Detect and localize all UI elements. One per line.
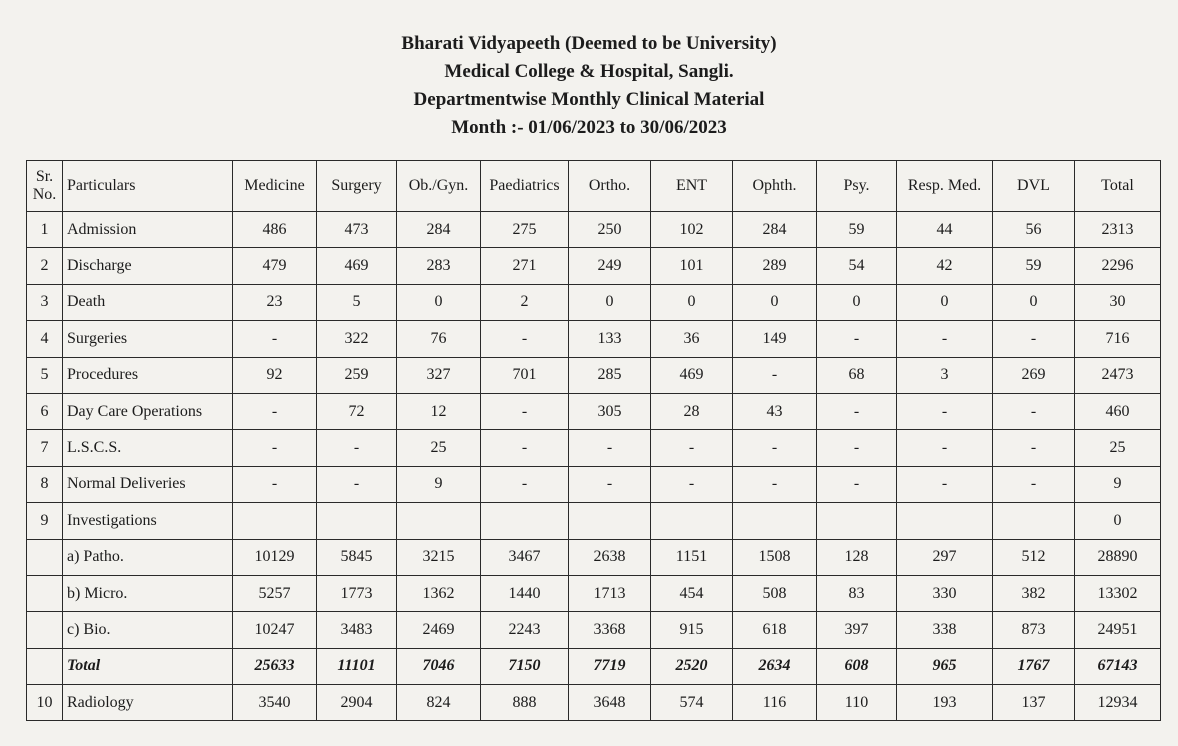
table-cell: - bbox=[897, 393, 993, 429]
row-particular: Normal Deliveries bbox=[63, 466, 233, 502]
table-cell: 11101 bbox=[317, 648, 397, 684]
table-cell: - bbox=[569, 430, 651, 466]
table-cell: - bbox=[233, 321, 317, 357]
table-cell: 508 bbox=[733, 575, 817, 611]
table-cell: 0 bbox=[733, 284, 817, 320]
table-row bbox=[27, 248, 1161, 284]
table-cell: 469 bbox=[317, 248, 397, 284]
row-sr-no bbox=[27, 575, 63, 611]
table-cell: 460 bbox=[1075, 393, 1161, 429]
col-header-psy: Psy. bbox=[817, 161, 897, 212]
table-cell: - bbox=[317, 466, 397, 502]
table-cell: 110 bbox=[817, 685, 897, 721]
table-row bbox=[27, 357, 1161, 393]
row-sr-no bbox=[27, 648, 63, 684]
table-cell: 454 bbox=[651, 575, 733, 611]
university-name: Bharati Vidyapeeth (Deemed to be University) bbox=[401, 33, 777, 54]
table-cell: 10247 bbox=[233, 612, 317, 648]
table-cell: - bbox=[481, 466, 569, 502]
table-cell: 716 bbox=[1075, 321, 1161, 357]
row-particular: Death bbox=[63, 284, 233, 320]
table-cell: 338 bbox=[897, 612, 993, 648]
table-cell: 0 bbox=[651, 284, 733, 320]
table-cell: 149 bbox=[733, 321, 817, 357]
col-header-ent: ENT bbox=[651, 161, 733, 212]
table-cell: 116 bbox=[733, 685, 817, 721]
table-cell: 13302 bbox=[1075, 575, 1161, 611]
table-cell: - bbox=[317, 430, 397, 466]
table-cell: 1440 bbox=[481, 575, 569, 611]
table-cell: 259 bbox=[317, 357, 397, 393]
row-sr-no bbox=[27, 612, 63, 648]
table-cell: 486 bbox=[233, 212, 317, 248]
row-sr-no: 1 bbox=[27, 212, 63, 248]
table-cell: 30 bbox=[1075, 284, 1161, 320]
table-cell: 72 bbox=[317, 393, 397, 429]
table-cell bbox=[233, 503, 317, 539]
table-cell: 965 bbox=[897, 648, 993, 684]
table-cell: 0 bbox=[1075, 503, 1161, 539]
table-cell: 0 bbox=[817, 284, 897, 320]
table-cell: 473 bbox=[317, 212, 397, 248]
table-cell: 5257 bbox=[233, 575, 317, 611]
row-particular: Investigations bbox=[63, 503, 233, 539]
table-cell: 9 bbox=[397, 466, 481, 502]
table-row bbox=[27, 321, 1161, 357]
row-particular: Procedures bbox=[63, 357, 233, 393]
table-cell: 67143 bbox=[1075, 648, 1161, 684]
row-particular: Radiology bbox=[63, 685, 233, 721]
table-cell: 283 bbox=[397, 248, 481, 284]
table-cell: 297 bbox=[897, 539, 993, 575]
row-sr-no: 9 bbox=[27, 503, 63, 539]
table-cell: 7150 bbox=[481, 648, 569, 684]
table-cell: 36 bbox=[651, 321, 733, 357]
table-row bbox=[27, 212, 1161, 248]
table-cell: 44 bbox=[897, 212, 993, 248]
table-cell: 322 bbox=[317, 321, 397, 357]
table-row bbox=[27, 685, 1161, 721]
table-cell: - bbox=[651, 466, 733, 502]
table-cell bbox=[651, 503, 733, 539]
table-cell: 59 bbox=[993, 248, 1075, 284]
table-cell: - bbox=[897, 466, 993, 502]
row-particular: a) Patho. bbox=[63, 539, 233, 575]
col-header-particulars: Particulars bbox=[63, 161, 233, 212]
table-cell: - bbox=[817, 466, 897, 502]
table-cell: 1508 bbox=[733, 539, 817, 575]
table-cell: 12 bbox=[397, 393, 481, 429]
col-header-surgery: Surgery bbox=[317, 161, 397, 212]
table-row bbox=[27, 503, 1161, 539]
table-cell: 102 bbox=[651, 212, 733, 248]
table-cell: 128 bbox=[817, 539, 897, 575]
table-cell: - bbox=[233, 430, 317, 466]
table-cell: 2469 bbox=[397, 612, 481, 648]
table-cell: 1773 bbox=[317, 575, 397, 611]
col-header-ortho: Ortho. bbox=[569, 161, 651, 212]
table-cell: - bbox=[993, 393, 1075, 429]
col-header-resp-med: Resp. Med. bbox=[897, 161, 993, 212]
table-cell: 824 bbox=[397, 685, 481, 721]
table-cell: 479 bbox=[233, 248, 317, 284]
report-title: Departmentwise Monthly Clinical Material bbox=[413, 89, 765, 110]
table-cell: - bbox=[817, 321, 897, 357]
table-cell: 2638 bbox=[569, 539, 651, 575]
table-cell: 10129 bbox=[233, 539, 317, 575]
table-cell: 284 bbox=[733, 212, 817, 248]
table-cell: 5845 bbox=[317, 539, 397, 575]
table-cell: 574 bbox=[651, 685, 733, 721]
table-cell: 0 bbox=[897, 284, 993, 320]
table-cell: 25633 bbox=[233, 648, 317, 684]
table-cell: 7046 bbox=[397, 648, 481, 684]
table-cell: - bbox=[481, 321, 569, 357]
table-cell: 54 bbox=[817, 248, 897, 284]
row-particular: c) Bio. bbox=[63, 612, 233, 648]
table-cell: 24951 bbox=[1075, 612, 1161, 648]
table-cell: - bbox=[233, 393, 317, 429]
table-cell: 133 bbox=[569, 321, 651, 357]
table-cell: 397 bbox=[817, 612, 897, 648]
table-cell: 23 bbox=[233, 284, 317, 320]
table-cell: 1713 bbox=[569, 575, 651, 611]
table-cell: 3467 bbox=[481, 539, 569, 575]
table-row bbox=[27, 430, 1161, 466]
table-cell: 25 bbox=[397, 430, 481, 466]
table-cell: 284 bbox=[397, 212, 481, 248]
table-cell: - bbox=[993, 466, 1075, 502]
table-cell: 888 bbox=[481, 685, 569, 721]
row-sr-no: 5 bbox=[27, 357, 63, 393]
col-header-medicine: Medicine bbox=[233, 161, 317, 212]
table-cell: 305 bbox=[569, 393, 651, 429]
table-cell: 249 bbox=[569, 248, 651, 284]
table-cell: - bbox=[897, 430, 993, 466]
table-cell: 0 bbox=[993, 284, 1075, 320]
table-row bbox=[27, 612, 1161, 648]
table-cell: 915 bbox=[651, 612, 733, 648]
table-cell: 193 bbox=[897, 685, 993, 721]
table-cell: 382 bbox=[993, 575, 1075, 611]
table-cell: 2296 bbox=[1075, 248, 1161, 284]
table-cell: 2473 bbox=[1075, 357, 1161, 393]
table-cell bbox=[817, 503, 897, 539]
document-header bbox=[0, 30, 1178, 142]
table-cell: 28 bbox=[651, 393, 733, 429]
table-cell: 512 bbox=[993, 539, 1075, 575]
table-cell: 7719 bbox=[569, 648, 651, 684]
table-cell: 1362 bbox=[397, 575, 481, 611]
clinical-material-table bbox=[26, 160, 1161, 721]
table-cell: 101 bbox=[651, 248, 733, 284]
col-header-sr: Sr. No. bbox=[27, 161, 63, 212]
row-particular: Total bbox=[63, 648, 233, 684]
table-cell: 873 bbox=[993, 612, 1075, 648]
table-cell bbox=[733, 503, 817, 539]
table-cell: 3540 bbox=[233, 685, 317, 721]
table-cell: 59 bbox=[817, 212, 897, 248]
report-period: Month :- 01/06/2023 to 30/06/2023 bbox=[451, 117, 727, 138]
table-cell: 271 bbox=[481, 248, 569, 284]
row-particular: Admission bbox=[63, 212, 233, 248]
table-cell bbox=[481, 503, 569, 539]
col-header-total: Total bbox=[1075, 161, 1161, 212]
row-particular: L.S.C.S. bbox=[63, 430, 233, 466]
table-cell: 469 bbox=[651, 357, 733, 393]
table-cell: 285 bbox=[569, 357, 651, 393]
table-cell: 43 bbox=[733, 393, 817, 429]
table-cell: 269 bbox=[993, 357, 1075, 393]
table-cell: 3368 bbox=[569, 612, 651, 648]
table-cell bbox=[397, 503, 481, 539]
row-sr-no: 6 bbox=[27, 393, 63, 429]
table-cell: 3215 bbox=[397, 539, 481, 575]
table-cell: - bbox=[481, 430, 569, 466]
table-cell: 0 bbox=[397, 284, 481, 320]
table-cell: 76 bbox=[397, 321, 481, 357]
table-row bbox=[27, 539, 1161, 575]
table-cell: 137 bbox=[993, 685, 1075, 721]
table-cell bbox=[993, 503, 1075, 539]
table-row bbox=[27, 466, 1161, 502]
table-header-row bbox=[27, 161, 1161, 212]
col-header-ophth: Ophth. bbox=[733, 161, 817, 212]
table-row bbox=[27, 393, 1161, 429]
table-cell: 608 bbox=[817, 648, 897, 684]
table-cell: 330 bbox=[897, 575, 993, 611]
table-cell: - bbox=[993, 321, 1075, 357]
table-cell: - bbox=[651, 430, 733, 466]
table-row bbox=[27, 284, 1161, 320]
table-cell: 701 bbox=[481, 357, 569, 393]
table-cell: 327 bbox=[397, 357, 481, 393]
table-cell: - bbox=[481, 393, 569, 429]
table-cell: - bbox=[733, 430, 817, 466]
table-cell: 12934 bbox=[1075, 685, 1161, 721]
row-particular: Discharge bbox=[63, 248, 233, 284]
table-cell: - bbox=[733, 357, 817, 393]
row-sr-no: 7 bbox=[27, 430, 63, 466]
row-sr-no: 8 bbox=[27, 466, 63, 502]
table-cell: 56 bbox=[993, 212, 1075, 248]
row-sr-no: 4 bbox=[27, 321, 63, 357]
table-cell: 5 bbox=[317, 284, 397, 320]
row-sr-no: 3 bbox=[27, 284, 63, 320]
table-cell bbox=[569, 503, 651, 539]
col-header-dvl: DVL bbox=[993, 161, 1075, 212]
table-cell: - bbox=[993, 430, 1075, 466]
table-cell: - bbox=[233, 466, 317, 502]
table-cell: 68 bbox=[817, 357, 897, 393]
col-header-paediatrics: Paediatrics bbox=[481, 161, 569, 212]
row-sr-no: 2 bbox=[27, 248, 63, 284]
table-cell: 2313 bbox=[1075, 212, 1161, 248]
row-particular: b) Micro. bbox=[63, 575, 233, 611]
row-particular: Surgeries bbox=[63, 321, 233, 357]
table-cell: 3648 bbox=[569, 685, 651, 721]
table-cell: - bbox=[817, 393, 897, 429]
college-name: Medical College & Hospital, Sangli. bbox=[444, 61, 734, 82]
table-row bbox=[27, 648, 1161, 684]
table-cell: 250 bbox=[569, 212, 651, 248]
table-cell: 0 bbox=[569, 284, 651, 320]
table-cell: 1151 bbox=[651, 539, 733, 575]
table-cell: 2243 bbox=[481, 612, 569, 648]
table-cell: 289 bbox=[733, 248, 817, 284]
table-cell: - bbox=[897, 321, 993, 357]
table-cell: 3 bbox=[897, 357, 993, 393]
table-cell: 92 bbox=[233, 357, 317, 393]
row-particular: Day Care Operations bbox=[63, 393, 233, 429]
table-cell: - bbox=[733, 466, 817, 502]
table-cell bbox=[317, 503, 397, 539]
table-cell: 1767 bbox=[993, 648, 1075, 684]
table-cell: 25 bbox=[1075, 430, 1161, 466]
table-cell: - bbox=[569, 466, 651, 502]
table-cell: 83 bbox=[817, 575, 897, 611]
table-cell: 275 bbox=[481, 212, 569, 248]
table-cell bbox=[897, 503, 993, 539]
table-cell: 618 bbox=[733, 612, 817, 648]
col-header-obgyn: Ob./Gyn. bbox=[397, 161, 481, 212]
table-row bbox=[27, 575, 1161, 611]
table-cell: 42 bbox=[897, 248, 993, 284]
table-cell: 9 bbox=[1075, 466, 1161, 502]
table-cell: 2 bbox=[481, 284, 569, 320]
row-sr-no bbox=[27, 539, 63, 575]
table-cell: 2634 bbox=[733, 648, 817, 684]
table-cell: 2904 bbox=[317, 685, 397, 721]
table-cell: 28890 bbox=[1075, 539, 1161, 575]
table-cell: 2520 bbox=[651, 648, 733, 684]
table-body bbox=[27, 212, 1161, 721]
row-sr-no: 10 bbox=[27, 685, 63, 721]
table-cell: 3483 bbox=[317, 612, 397, 648]
table-cell: - bbox=[817, 430, 897, 466]
